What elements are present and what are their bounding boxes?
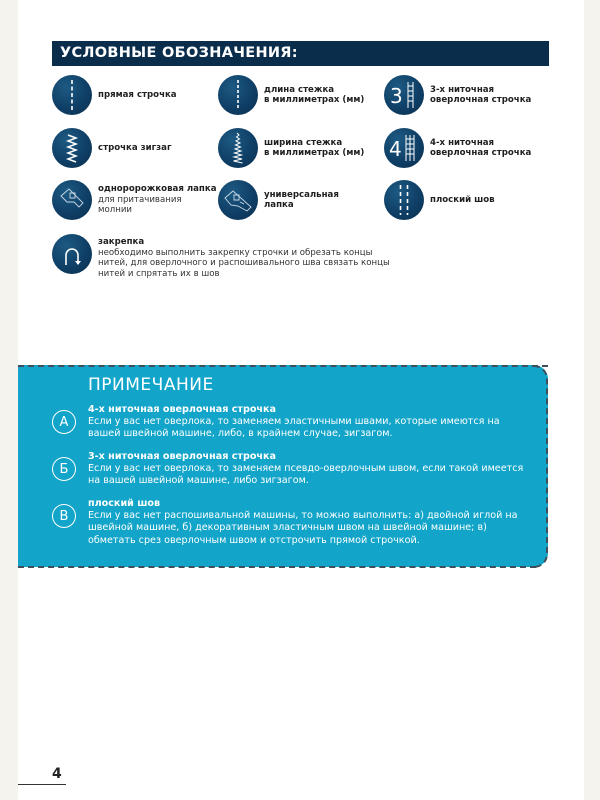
stitch-length-icon <box>218 75 258 115</box>
legend-item-title: одноророжковая лапка <box>98 184 217 195</box>
note-title: ПРИМЕЧАНИЕ <box>88 375 214 395</box>
legend-item-four-thread-overlock <box>384 128 531 168</box>
legend-item-title: прямая строчка <box>98 89 177 100</box>
three-thread-overlock-icon <box>384 75 424 115</box>
legend-item-flat-seam <box>384 180 495 220</box>
universal-foot-icon <box>218 180 258 220</box>
note-item-text: Если у вас нет оверлока, то заменяем эластичными швами, которые имеются на вашей швейной машине, либо, в крайнем случае, зигзагом. <box>88 416 500 440</box>
legend-item-three-thread-overlock <box>384 75 531 115</box>
icon-number: 3 <box>390 84 403 108</box>
page-number: 4 <box>52 766 62 782</box>
backstitch-icon <box>52 234 92 274</box>
legend-item-stitch-length <box>218 75 364 115</box>
legend-item-title: плоский шов <box>430 194 495 205</box>
note-item-text: Если у вас нет распошивальной машины, то можно выполнить: а) двойной иглой на швейной машине, б) декоративным эластичным швом на швейной машине; в) обметать срез оверлочным швом и отстрочить прямой строчкой. <box>88 510 518 546</box>
legend-item-straight-stitch <box>52 75 177 115</box>
dashed-border <box>18 365 548 367</box>
stitch-width-icon <box>218 128 258 168</box>
zigzag-stitch-icon <box>52 128 92 168</box>
legend-item-title: строчка зигзаг <box>98 142 172 153</box>
legend-item-title: универсальная <box>264 189 339 200</box>
legend-title: УСЛОВНЫЕ ОБОЗНАЧЕНИЯ: <box>52 41 549 66</box>
note-letter-badge: Б <box>52 457 76 481</box>
legend-item-subtitle: оверлочная строчка <box>430 95 532 105</box>
dashed-border <box>18 566 536 568</box>
legend-item-subtitle: для притачивания молнии <box>98 194 182 216</box>
legend-item-universal-foot <box>218 180 339 220</box>
legend-item-title: длина стежка <box>264 84 335 95</box>
legend-item-title: закрепка <box>98 237 145 247</box>
legend-item-subtitle: в миллиметрах (мм) <box>264 95 365 105</box>
legend-item-stitch-width <box>218 128 364 168</box>
legend-item-title: ширина стежка <box>264 137 343 148</box>
straight-stitch-icon <box>52 75 92 115</box>
legend-item-subtitle: в миллиметрах (мм) <box>264 148 365 158</box>
page-number-rule <box>18 784 66 785</box>
legend-item-title: 4-х ниточная <box>430 137 495 148</box>
note-item-title: 3-х ниточная оверлочная строчка <box>88 451 276 462</box>
four-thread-overlock-icon <box>384 128 424 168</box>
legend-item-backstitch <box>52 234 398 279</box>
legend-item-subtitle: необходимо выполнить закрепку строчки и обрезать концы нитей, для оверлочного и распошивального шва связать концы нитей и спрятать их в шов <box>98 247 390 279</box>
zipper-foot-icon <box>52 180 92 220</box>
flat-seam-icon <box>384 180 424 220</box>
note-letter-badge: В <box>52 504 76 528</box>
note-item-a <box>52 404 528 441</box>
note-item-c <box>52 498 528 547</box>
note-letter-badge: А <box>52 410 76 434</box>
legend-item-zipper-foot <box>52 180 217 220</box>
legend-item-subtitle: оверлочная строчка <box>430 148 532 158</box>
legend-item-zigzag <box>52 128 171 168</box>
note-item-text: Если у вас нет оверлока, то заменяем псевдо-оверлочным швом, если такой имеется на вашей швейной машине, либо зигзагом. <box>88 463 524 487</box>
legend-item-subtitle: лапка <box>264 200 294 210</box>
note-item-b <box>52 451 528 488</box>
dashed-border <box>534 365 548 568</box>
note-item-title: 4-х ниточная оверлочная строчка <box>88 404 276 415</box>
legend-item-title: 3-х ниточная <box>430 84 495 95</box>
icon-number: 4 <box>389 137 402 161</box>
note-item-title: плоский шов <box>88 498 161 509</box>
